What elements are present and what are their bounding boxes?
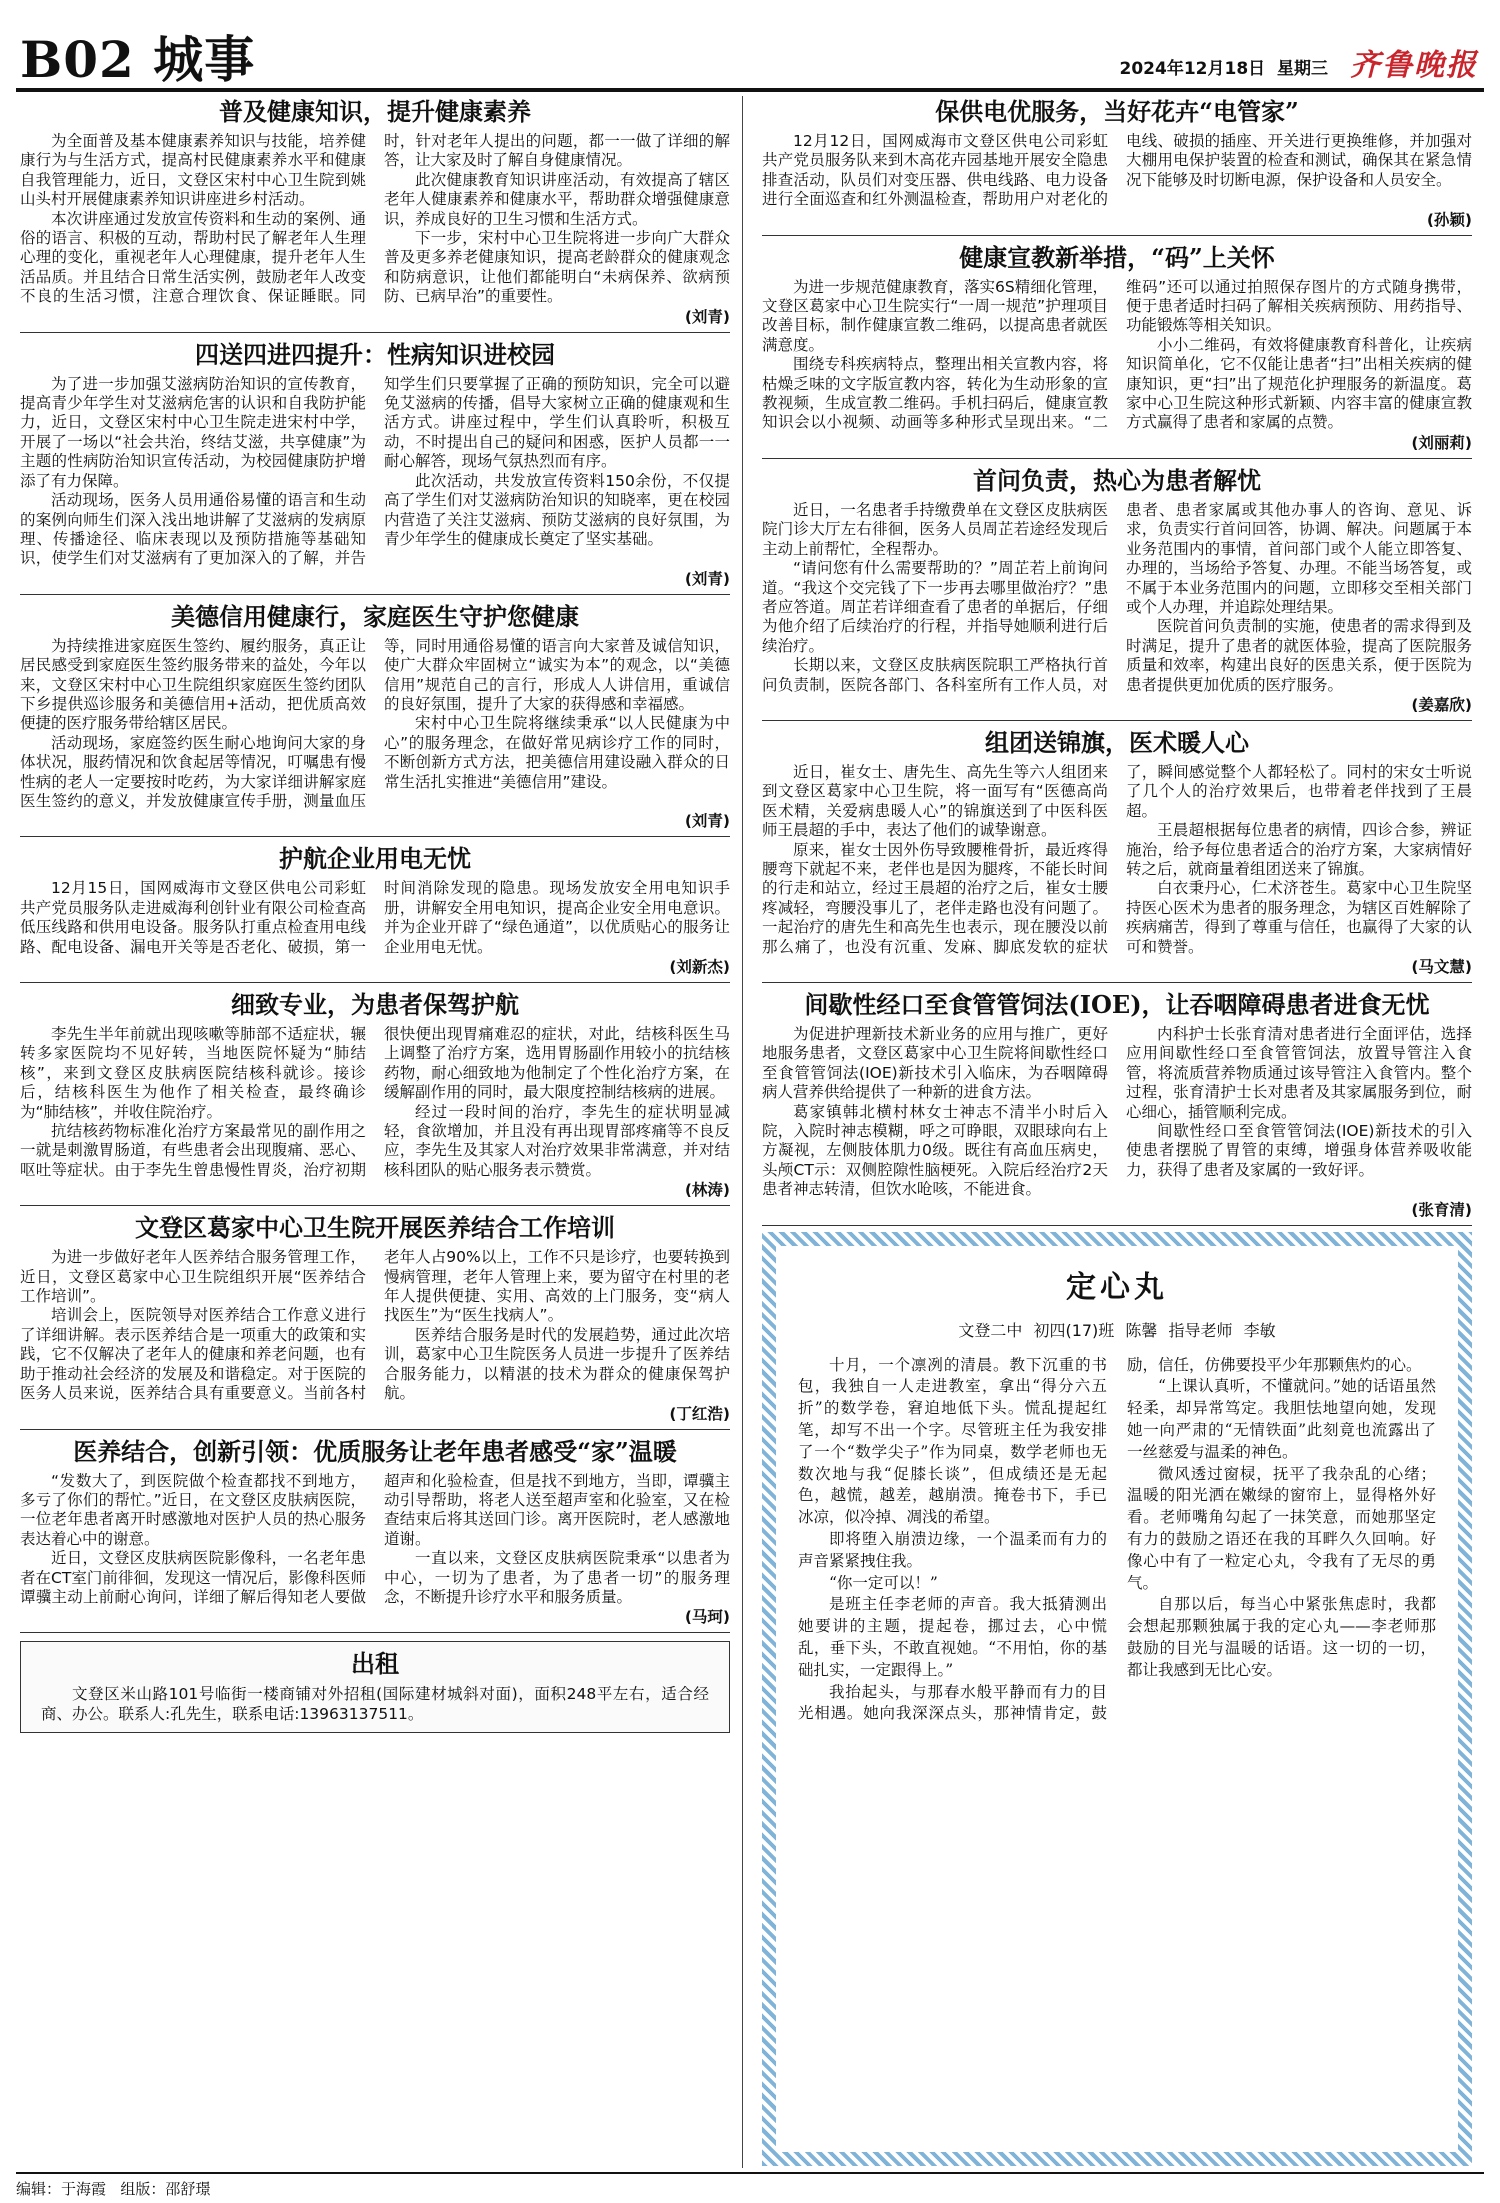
article-author: (马珂) <box>684 1608 730 1627</box>
article-author: (张育清) <box>1411 1200 1472 1219</box>
article-body <box>20 375 730 569</box>
left-article <box>20 843 730 983</box>
article-headline: 保供电优服务，当好花卉“电管家” <box>935 97 1299 126</box>
right-article <box>762 989 1472 1226</box>
article-paragraph: 围绕专科疾病特点，整理出相关宣教内容，将枯燥乏味的文字版宣教内容，转化为生动形象的宣教视频，生成宣教二维码。手机扫码后，健康宣教知识会以小视频、动画等多种形式呈现出来。“二维码”还可以通过拍照保存图片的方式随身携带，便于患者适时扫码了解相关疾病预防、用药指导、功能锻炼等相关知识。 <box>762 277 1472 432</box>
article-paragraph: 抗结核药物标准化治疗方案最常见的副作用之一就是刺激胃肠道，有些患者会出现腹痛、恶心、呕吐等症状。由于李先生曾患慢性胃炎，治疗初期很快便出现胃痛难忍的症状，对此，结核科医生马上调整了治疗方案，选用胃肠副作用较小的抗结核药物，耐心细致地为他制定了个性化治疗方案，在缓解副作用的同时，最大限度控制结核病的进展。 <box>20 1025 730 1179</box>
article-headline: 组团送锦旗，医术暖人心 <box>985 727 1249 757</box>
essay-paragraph: 微风透过窗棂，抚平了我杂乱的心绪；温暖的阳光洒在嫩绿的窗帘上，显得格外好看。老师嘴角勾起了一抹笑意，而她那坚定有力的鼓励之语还在我的耳畔久久回响。好像心中有了一粒定心丸，令我有了无尽的勇气。 <box>1127 1464 1436 1592</box>
article-author: (马文慧) <box>1411 958 1472 976</box>
article-author: (孙颖) <box>1426 210 1472 229</box>
article-paragraph: 白衣秉丹心，仁术济苍生。葛家中心卫生院坚持医心医术为患者的服务理念，为辖区百姓解除了疾病痛苦，得到了尊重与信任，也赢得了大家的认可和赞誉。 <box>1126 879 1472 956</box>
column-divider <box>742 96 743 2168</box>
essay-paragraph: 十月，一个凛冽的清晨。教下沉重的书包，我独自一人走进教室，拿出“得分六五折”的数学卷，窘迫地低下头。慌乱提起红笔，却写不出一个字。尽管班主任为我安排了一个“数学尖子”作为同桌，数学老师也无数次地与我“促膝长谈”，但成绩还是无起色，越慌，越差，越崩溃。掩卷书下，手已冰凉，似冷掉、凋浅的希望。 <box>798 1355 1107 1527</box>
article-paragraph: 原来，崔女士因外伤导致腰椎骨折，最近疼得腰弯下就起不来，老伴也是因为腿疼，不能长时间的行走和站立，经过王晨超的治疗之后，崔女士腰疼减轻，弯腰没事儿了，老伴走路也没有问题了。一起治疗的唐先生和高先生也表示，现在腰没以前那么痛了，也没有沉重、发麻、脚底发软的症状了，瞬间感觉整个人都轻松了。同村的宋女士听说了几个人的治疗效果后，也带着老伴找到了王晨超。 <box>762 762 1472 956</box>
article-body <box>762 763 1472 957</box>
essay-student: 陈馨 <box>1125 1320 1158 1340</box>
rent-text: 文登区米山路101号临街一楼商铺对外招租(国际建材城斜对面)，面积248平左右，适合经商、办公。联系人:孔先生，联系电话:13963137511。 <box>41 1685 709 1724</box>
article-paragraph: 李先生半年前就出现咳嗽等肺部不适症状，辗转多家医院均不见好转，当地医院怀疑为“肺结核”，来到文登区皮肤病医院结核科就诊。接诊后，结核科医生为他作了相关检查，最终确诊为“肺结核”，并收住院治疗。 <box>20 1025 366 1121</box>
article-paragraph: 近日，崔女士、唐先生、高先生等六人组团来到文登区葛家中心卫生院，将一面写有“医德高尚医术精，关爱病患暖人心”的锦旗送到了中医科医师王晨超的手中，表达了他们的诚挚谢意。 <box>762 762 1108 840</box>
article-body <box>762 501 1472 695</box>
article-body <box>20 1025 730 1180</box>
right-column <box>762 96 1472 2166</box>
article-headline: 健康宣教新举措，“码”上关怀 <box>959 242 1275 272</box>
left-article <box>20 339 730 595</box>
article-paragraph: 12月12日，国网威海市文登区供电公司彩虹共产党员服务队来到木高花卉园基地开展安全隐患排查活动，队员们对变压器、供电线路、电力设备进行全面巡查和红外测温检查，帮助用户对老化的电线、破损的插座、开关进行更换维修，并加强对大棚用电保护装置的检查和测试，确保其在紧急情况下能够及时切断电源，保护设备和人员安全。 <box>762 132 1472 209</box>
masthead <box>16 14 1484 92</box>
right-article <box>762 465 1472 721</box>
article-headline: 首问负责，热心为患者解忧 <box>973 465 1261 495</box>
article-author: (刘青) <box>684 812 730 831</box>
article-paragraph: 医院首问负责制的实施，使患者的需求得到及时满足，提升了患者的就医体验，提高了医院服务质量和效率，构建出良好的医患关系，便于医院为患者提供更加优质的医疗服务。 <box>1126 617 1472 694</box>
left-article <box>20 1212 730 1429</box>
article-paragraph: 培训会上，医院领导对医养结合工作意义进行了详细讲解。表示医养结合是一项重大的政策和实践，它不仅解决了老年人的健康和养老问题，也有助于推动社会经济的发展及和谐稳定。对于医院的医务人员来说，医养结合具有重要意义。当前各村老年人占90%以上，工作不只是诊疗，也要转换到慢病管理，老年人管理上来，要为留守在村里的老年人提供便捷、实用、高效的上门服务，变“病人找医生”为“医生找病人”。 <box>20 1248 730 1403</box>
article-paragraph: 活动现场，家庭签约医生耐心地询问大家的身体状况，服药情况和饮食起居等情况，叮嘱患有慢性病的老人一定要按时吃药，为大家详细讲解家庭医生签约的意义，并发放健康宣传手册，测量血压等，同时用通俗易懂的语言向大家普及诚信知识，使广大群众牢固树立“诚实为本”的观念，以“美德信用”规范自己的言行，形成人人讲信用，重诚信的良好氛围，提升了大家的获得感和幸福感。 <box>20 636 730 810</box>
left-article <box>20 601 730 838</box>
article-paragraph: 一直以来，文登区皮肤病医院秉承“以患者为中心，一切为了患者，为了患者一切”的服务理念，不断提升诊疗水平和服务质量。 <box>384 1549 730 1606</box>
article-body <box>20 637 730 812</box>
article-author: (刘青) <box>684 569 730 588</box>
article-paragraph: 经过一段时间的治疗，李先生的症状明显减轻，食欲增加，并且没有再出现胃部疼痛等不良反应，李先生及其家人对治疗效果非常满意，并对结核科团队的贴心服务表示赞赏。 <box>384 1102 730 1179</box>
article-paragraph: 为全面普及基本健康素养知识与技能，培养健康行为与生活方式，提高村民健康素养水平和健康自我管理能力，近日，文登区宋村中心卫生院到姚山头村开展健康素养知识讲座进乡村活动。 <box>20 132 366 209</box>
rent-title: 出租 <box>351 1649 399 1679</box>
layout-credit: 组版：邵舒璟 <box>120 2180 211 2198</box>
essay-class: 初四(17)班 <box>1033 1320 1115 1340</box>
article-body <box>762 1025 1472 1200</box>
essay-teacher: 李敏 <box>1243 1320 1276 1340</box>
article-body <box>20 879 730 957</box>
article-paragraph: 医养结合服务是时代的发展趋势，通过此次培训，葛家中心卫生院医务人员进一步提升了医养结合服务能力，以精湛的技术为群众的健康保驾护航。 <box>384 1325 730 1403</box>
essay-paragraph: 即将堕入崩溃边缘，一个温柔而有力的声音紧紧拽住我。 <box>798 1530 1107 1570</box>
article-author: (刘新杰) <box>669 958 730 976</box>
essay-byline <box>776 1318 1458 1341</box>
essay-school: 文登二中 <box>958 1320 1023 1340</box>
article-headline: 美德信用健康行，家庭医生守护您健康 <box>171 601 579 631</box>
article-paragraph: 本次讲座通过发放宣传资料和生动的案例、通俗的语言、积极的互动，帮助村民了解老年人生理心理的变化，重视老年人心理健康，提升老年人生活品质。并且结合日常生活实例，鼓励老年人改变不良的生活习惯，注意合理饮食、保证睡眠。同时，针对老年人提出的问题，都一一做了详细的解答，让大家及时了解自身健康情况。 <box>20 132 730 306</box>
essay-paragraph: 是班主任李老师的声音。我大抵猜测出她要讲的主题，提起卷，挪过去，心中慌乱，垂下头，不敢直视她。“不用怕，你的基础扎实，一定跟得上。” <box>798 1595 1107 1679</box>
article-headline: 文登区葛家中心卫生院开展医养结合工作培训 <box>135 1213 615 1243</box>
essay-paragraph: “上课认真听，不懂就问。”她的话语虽然轻柔，却异常笃定。我胆怯地望向她，发现她一向严肃的“无情铁面”此刻竟也流露出了一丝慈爱与温柔的神色。 <box>1127 1377 1436 1461</box>
article-author: (刘丽莉) <box>1411 433 1472 452</box>
article-headline: 护航企业用电无忧 <box>279 844 471 874</box>
article-body <box>20 1248 730 1403</box>
essay-body <box>776 1355 1458 2151</box>
article-paragraph: 宋村中心卫生院将继续秉承“以人民健康为中心”的服务理念，在做好常见病诊疗工作的同时，不断创新方式方法，把美德信用建设融入群众的日常生活扎实推进“美德信用”建设。 <box>384 714 730 791</box>
article-author: (林涛) <box>684 1181 730 1200</box>
article-paragraph: 为促进护理新技术新业务的应用与推广，更好地服务患者，文登区葛家中心卫生院将间歇性经口至食管管饲法(IOE)新技术引入临床，为吞咽障碍病人营养供给提供了一种新的进食方法。 <box>762 1025 1108 1102</box>
article-paragraph: 近日，一名患者手持缴费单在文登区皮肤病医院门诊大厅左右徘徊，医务人员周芷若途经发现后主动上前帮忙，全程帮办。 <box>762 500 1108 558</box>
article-author: (丁红浩) <box>669 1404 730 1423</box>
article-headline: 四送四进四提升：性病知识进校园 <box>195 339 555 369</box>
article-paragraph: 下一步，宋村中心卫生院将进一步向广大群众普及更多养老健康知识，提高老龄群众的健康观念和防病意识，让他们都能明白“未病保养、欲病预防、已病早治”的重要性。 <box>384 229 730 306</box>
article-headline: 医养结合，创新引领：优质服务让老年患者感受“家”温暖 <box>73 1436 677 1466</box>
article-paragraph: 内科护士长张育清对患者进行全面评估，选择应用间歇性经口至食管管饲法，放置导管注入食管，将流质营养物质通过该导管注入食管内。整个过程，张育清护士长对患者及其家属服务到位，耐心细心，插管顺利完成。 <box>1126 1025 1472 1121</box>
article-paragraph: 近日，文登区皮肤病医院影像科，一名老年患者在CT室门前徘徊，发现这一情况后，影像科医师谭骥主动上前耐心询问，详细了解后得知老人要做超声和化验检查，但是找不到地方，当即，谭骥主动引导帮助，将老人送至超声室和化验室，又在检查结束后将其送回门诊。离开医院时，老人感激地道谢。 <box>20 1471 730 1606</box>
student-essay-box <box>762 1232 1472 2166</box>
article-paragraph: 小小二维码，有效将健康教育科普化，让疾病知识简单化，它不仅能让患者“扫”出相关疾病的健康知识，更“扫”出了规范化护理服务的新温度。葛家中心卫生院这种形式新颖、内容丰富的健康宣教方式赢得了患者和家属的点赞。 <box>1126 335 1472 432</box>
article-paragraph: “发数大了，到医院做个检查都找不到地方，多亏了你们的帮忙。”近日，在文登区皮肤病医院，一位老年患者离开时感激地对医护人员的热心服务表达着心中的谢意。 <box>20 1471 366 1548</box>
article-headline: 细致专业，为患者保驾护航 <box>231 990 519 1019</box>
page-code: B02 城事 <box>20 30 256 89</box>
article-headline: 普及健康知识，提升健康素养 <box>219 97 531 126</box>
article-body <box>762 132 1472 210</box>
article-body <box>20 1472 730 1608</box>
right-article <box>762 242 1472 459</box>
editor-credit: 编辑：于海霞 <box>16 2180 107 2198</box>
essay-teacher-label: 指导老师 <box>1168 1320 1233 1340</box>
article-paragraph: 12月15日，国网威海市文登区供电公司彩虹共产党员服务队走进威海利创针业有限公司检查高低压线路和供用电设备。服务队打重点检查用电线路、配电设备、漏电开关等是否老化、破损，第一时间消除发现的隐患。现场发放安全用电知识手册，讲解安全用电知识，提高企业安全用电意识。并为企业开辟了“绿色通道”，以优质贴心的服务让企业用电无忧。 <box>20 879 730 956</box>
article-body <box>762 278 1472 433</box>
rent-advertisement <box>20 1641 730 1733</box>
left-article <box>20 1436 730 1634</box>
newspaper-logo: 齐鲁晚报 <box>1350 48 1478 83</box>
article-author: (刘青) <box>684 307 730 326</box>
article-paragraph: 长期以来，文登区皮肤病医院职工严格执行首问负责制，医院各部门、各科室所有工作人员，对患者、患者家属或其他办事人的咨询、意见、诉求，负责实行首问回答，协调、解决。问题属于本业务范围内的事情，首问部门或个人能立即答复、办理的，当场给予答复、办理。不能当场答复，或不属于本业务范围内的问题，立即移交至相关部门或个人办理，并追踪处理结果。 <box>762 500 1472 694</box>
essay-paragraph: “你一定可以！” <box>829 1573 938 1592</box>
right-article <box>762 727 1472 983</box>
article-paragraph: 为了进一步加强艾滋病防治知识的宣传教育，提高青少年学生对艾滋病危害的认识和自我防护能力，近日，文登区宋村中心卫生院走进宋村中学，开展了一场以“社会共治，终结艾滋，共享健康”为主题的性病防治知识宣传活动，为校园健康防护增添了有力保障。 <box>20 374 366 490</box>
article-paragraph: 为进一步做好老年人医养结合服务管理工作，近日，文登区葛家中心卫生院组织开展“医养结合工作培训”。 <box>20 1248 366 1306</box>
article-paragraph: 为进一步规范健康教育，落实6S精细化管理，文登区葛家中心卫生院实行“一周一规范”护理项目改善目标，制作健康宣教二维码，以提高患者就医满意度。 <box>762 277 1108 354</box>
article-headline: 间歇性经口至食管管饲法(IOE)，让吞咽障碍患者进食无忧 <box>804 990 1430 1019</box>
article-paragraph: 间歇性经口至食管管饲法(IOE)新技术的引入使患者摆脱了胃管的束缚，增强身体营养吸收能力，获得了患者及家属的一致好评。 <box>1126 1122 1472 1179</box>
article-author: (姜嘉欣) <box>1411 695 1472 714</box>
essay-paragraph: 我抬起头，与那春水般平静而有力的目光相遇。她向我深深点头，那神情肯定，鼓励，信任，仿佛要投平少年那颗焦灼的心。 <box>798 1355 1422 1723</box>
article-paragraph: 活动现场，医务人员用通俗易懂的语言和生动的案例向师生们深入浅出地讲解了艾滋病的发病原理、传播途径、临床表现以及预防措施等基础知识，使学生们对艾滋病有了更加深入的了解，并告知学生们只要掌握了正确的预防知识，完全可以避免艾滋病的传播，倡导大家树立正确的健康观和生活方式。讲座过程中，学生们认真聆听，积极互动，不时提出自己的疑问和困惑，医护人员都一一耐心解答，现场气氛热烈而有序。 <box>20 374 730 568</box>
left-article <box>20 96 730 333</box>
article-paragraph: “请问您有什么需要帮助的？”周芷若上前询问道。“我这个交完钱了下一步再去哪里做治疗？”患者应答道。周芷若详细查看了患者的单据后，仔细为他介绍了后续治疗的行程，并指导她顺利进行后续治疗。 <box>762 559 1108 655</box>
article-paragraph: 葛家镇韩北横村林女士神志不清半小时后入院，入院时神志模糊，呼之可睁眼，双眼球向右上方凝视，左侧肢体肌力0级。既往有高血压病史，头颅CT示：双侧腔隙性脑梗死。入院后经治疗2天患者神志转清，但饮水呛咳，不能进食。 <box>762 1102 1108 1199</box>
right-article <box>762 96 1472 236</box>
date-text: 2024年12月18日 <box>1119 59 1266 79</box>
article-body <box>20 132 730 307</box>
article-paragraph: 王晨超根据每位患者的病情，四诊合参，辨证施治，给予每位患者适合的治疗方案，大家病情好转之后，就商量着组团送来了锦旗。 <box>1126 821 1472 878</box>
left-column <box>20 96 730 1733</box>
issue-date <box>1120 54 1328 79</box>
essay-paragraph: 自那以后，每当心中紧张焦虑时，我都会想起那颗独属于我的定心丸——李老师那鼓励的目光与温暖的话语。这一切的一切，都让我感到无比心安。 <box>1127 1595 1436 1679</box>
weekday-text: 星期三 <box>1277 59 1328 79</box>
article-paragraph: 此次健康教育知识讲座活动，有效提高了辖区老年人健康素养和健康水平，帮助群众增强健康意识，养成良好的卫生习惯和生活方式。 <box>384 170 730 228</box>
essay-title: 定心丸 <box>1066 1269 1168 1305</box>
article-paragraph: 为持续推进家庭医生签约、履约服务，真正让居民感受到家庭医生签约服务带来的益处，今年以来，文登区宋村中心卫生院组织家庭医生签约团队下乡提供巡诊服务和美德信用+活动，把优质高效便捷的医疗服务带给辖区居民。 <box>20 636 366 733</box>
page-footer <box>16 2172 1484 2199</box>
left-article <box>20 989 730 1206</box>
article-paragraph: 此次活动，共发放宣传资料150余份，不仅提高了学生们对艾滋病防治知识的知晓率，更在校园内营造了关注艾滋病、预防艾滋病的良好氛围，为青少年学生的健康成长奠定了坚实基础。 <box>384 471 730 548</box>
